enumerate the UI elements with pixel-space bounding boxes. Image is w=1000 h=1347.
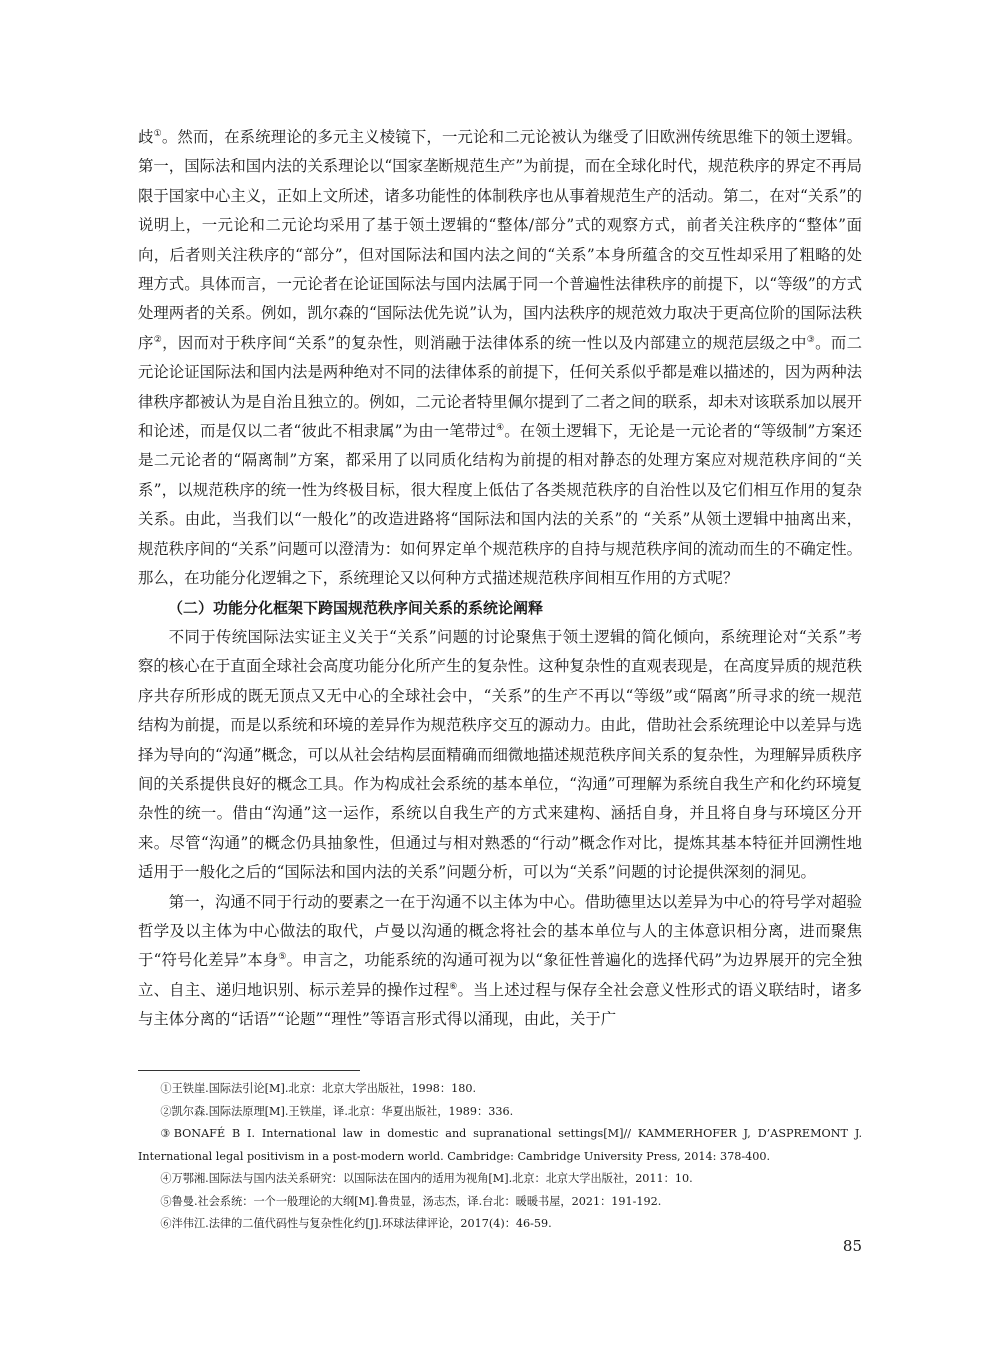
footnote-ref-6: ⑥ <box>449 981 458 992</box>
footnote-1: ①王铁崖.国际法引论[M].北京：北京大学出版社，1998：180. <box>160 1082 477 1095</box>
p1-text-b: ，因而对于秩序间“关系”的复杂性，则消融于法律体系的统一性以及内部建立的规范层级之中 <box>162 333 807 352</box>
p3-text-c: 。当上述过程与保存全社会意义性形式的语义联结时，诸多与主体分离的“话语”“论题”“理性”等语言形式得以涌现，由此，关于广 <box>138 980 862 1029</box>
section-heading: （二）功能分化框架下跨国规范秩序间关系的系统论阐释 <box>168 598 544 617</box>
p1-text-c: 。而二元论论证国际法和国内法是两种绝对不同的法律体系的前提下，任何关系似乎都是难以描述的，因为两种法律秩序都被认为是自治且独立的。例如，二元论者特里佩尔提到了二者之间的联系，却未对该联系加以展开和论述，而是仅以二者“彼此不相隶属”为由一笔带过 <box>138 333 862 441</box>
footnote-5: ⑤鲁曼.社会系统：一个一般理论的大纲[M].鲁贵显，汤志杰，译.台北：暖暖书屋，2021：191-192. <box>160 1194 662 1208</box>
p3-text-a: 第一，沟通不同于行动的要素之一在于沟通不以主体为中心。借助德里达以差异为中心的符号学对超验哲学及以主体为中心做法的取代，卢曼以沟通的概念将社会的基本单位与人的主体意识相分离，进而聚焦于“符号化差异”本身 <box>138 892 862 970</box>
footnote-4: ④万鄂湘.国际法与国内法关系研究：以国际法在国内的适用为视角[M].北京：北京大学出版社，2011：10. <box>160 1172 693 1185</box>
footnote-ref-3: ③ <box>806 334 816 345</box>
paragraph-3 <box>138 888 862 1035</box>
footnote-ref-2: ② <box>153 334 163 345</box>
p3-text-b: 。申言之，功能系统的沟通可视为以“象征性普遍化的选择代码”为边界展开的完全独立、自主、递归地识别、标示差异的操作过程 <box>138 951 862 999</box>
footnote-2: ②凯尔森.国际法原理[M].王铁崖，译.北京：华夏出版社，1989：336. <box>160 1104 514 1118</box>
footnote-divider <box>138 1070 360 1071</box>
footnote-3: ③BONAFÉ B I. International law in domestic and supranational settings[M]// KAMMERHOFER J, D’ASPREMONT J. International legal positivism in a post-modern world. Cambridge: Cambridge University Press, 2014: 378-400. <box>138 1127 862 1163</box>
footnote-6: ⑥泮伟江.法律的二值代码性与复杂性化约[J].环球法律评论，2017(4)：46-59. <box>160 1217 552 1230</box>
p1-start: 歧 <box>138 128 154 146</box>
main-text <box>138 123 862 1035</box>
footnote-ref-1: ① <box>153 128 162 139</box>
paragraph-1 <box>138 123 862 594</box>
p1-text-a: 。然而，在系统理论的多元主义棱镜下，一元论和二元论被认为继受了旧欧洲传统思维下的领土逻辑。第一，国际法和国内法的关系理论以“国家垄断规范生产”为前提，而在全球化时代，规范秩序的界定不再局限于国家中心主义，正如上文所述，诸多功能性的体制秩序也从事着规范生产的活动。第二，在对“关系”的说明上，一元论和二元论均采用了基于领土逻辑的“整体/部分”式的观察方式，前者关注秩序的“整体”面向，后者则关注秩序的“部分”，但对国际法和国内法之间的“关系”本身所蕴含的交互性却采用了粗略的处理方式。具体而言，一元论者在论证国际法与国内法属于同一个普遍性法律秩序的前提下，以“等级”的方式处理两者的关系。例如，凯尔森的“国际法优先说”认为，国内法秩序的规范效力取决于更高位阶的国际法秩序 <box>138 128 862 352</box>
page-number: 85 <box>842 1237 862 1255</box>
footnote-ref-5: ⑤ <box>278 952 287 963</box>
p1-text-d: 。在领土逻辑下，无论是一元论者的“等级制”方案还是二元论者的“隔离制”方案，都采用了以同质化结构为前提的相对静态的处理方案应对规范秩序间的“关系”，以规范秩序的统一性为终极目标，很大程度上低估了各类规范秩序的自治性以及它们相互作用的复杂关系。由此，当我们以“一般化”的改造进路将“国际法和国内法的关系”的 “关系”从领土逻辑中抽离出来，规范秩序间的“关系”问题可以澄清为：如何界定单个规范秩序的自持与规范秩序间的流动而生的不确定性。那么，在功能分化逻辑之下，系统理论又以何种方式描述规范秩序间相互作用的方式呢？ <box>138 422 862 588</box>
footnotes <box>138 1078 862 1236</box>
footnote-ref-4: ④ <box>495 422 505 433</box>
paragraph-2: 不同于传统国际法实证主义关于“关系”问题的讨论聚焦于领土逻辑的简化倾向，系统理论对“关系”考察的核心在于直面全球社会高度功能分化所产生的复杂性。这种复杂性的直观表现是，在高度异质的规范秩序共存所形成的既无顶点又无中心的全球社会中，“关系”的生产不再以“等级”或“隔离”所寻求的统一规范结构为前提，而是以系统和环境的差异作为规范秩序交互的源动力。由此，借助社会系统理论中以差异与选择为导向的“沟通”概念，可以从社会结构层面精确而细微地描述规范秩序间关系的复杂性，为理解异质秩序间的关系提供良好的概念工具。作为构成社会系统的基本单位，“沟通”可理解为系统自我生产和化约环境复杂性的统一。借由“沟通”这一运作，系统以自我生产的方式来建构、涵括自身，并且将自身与环境区分开来。尽管“沟通”的概念仍具抽象性，但通过与相对熟悉的“行动”概念作对比，提炼其基本特征并回溯性地适用于一般化之后的“国际法和国内法的关系”问题分析，可以为“关系”问题的讨论提供深刻的洞见。 <box>138 627 862 882</box>
